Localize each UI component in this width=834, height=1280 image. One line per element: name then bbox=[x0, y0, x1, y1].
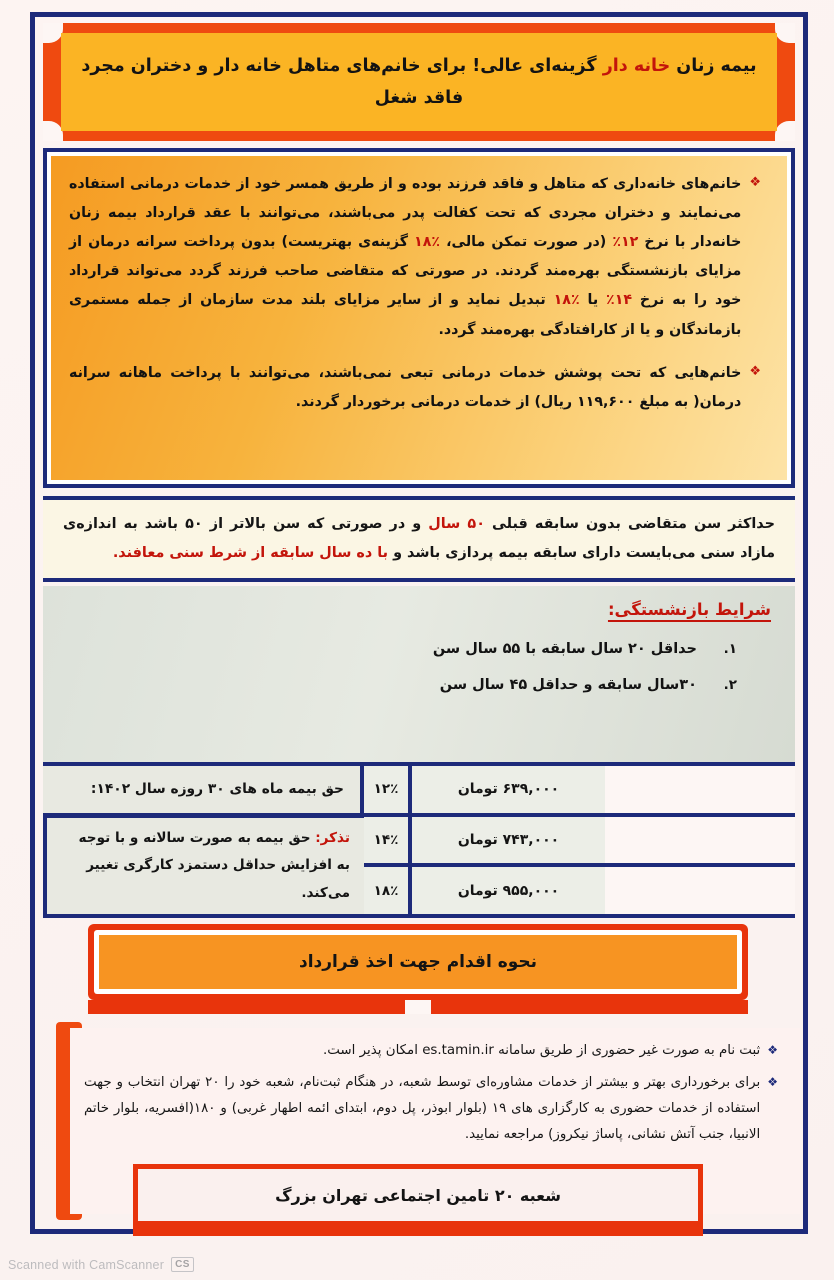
header-inner-plate bbox=[61, 33, 777, 131]
body-card-white-inset bbox=[47, 152, 791, 484]
plain-text: گزینه‌ی بهتریست) بدون پرداخت سرانه درمان از مزایای بازنشستگی بهره‌مند گردند. در صورتی که متقاضی صاحب فرزند گردد می‌تواند قرارداد خود را به نرخ bbox=[69, 234, 742, 309]
list-item bbox=[67, 677, 771, 693]
header-notch-top-left bbox=[43, 23, 63, 43]
body-card bbox=[51, 156, 787, 480]
table-cell-header-note: حق بیمه ماه های ۳۰ روزه سال ۱۴۰۲: bbox=[43, 766, 360, 813]
body-paragraph-2 bbox=[69, 359, 761, 417]
camscanner-badge-icon: CS bbox=[171, 1257, 194, 1272]
camscanner-watermark bbox=[8, 1257, 194, 1272]
table-cell-blank bbox=[605, 766, 795, 813]
table-cell-percent: ۱۴٪ bbox=[360, 817, 412, 864]
plain-text: خانم‌های خانه‌داری که متاهل و فاقد فرزند بوده و از طریق همسر خود از خدمات درمانی استفاده می‌نمایند و دختران مجردی که تحت کفالت پدر می‌باشند، می‌توانند با عقد قرارداد بیمه زنان خانه‌دار با نرخ bbox=[69, 176, 742, 251]
list-item bbox=[84, 1070, 778, 1148]
retirement-conditions-panel bbox=[43, 586, 795, 762]
plain-text: ثبت نام به صورت غیر حضوری از طریق سامانه bbox=[493, 1043, 761, 1058]
highlighted-text: ۵۰ سال bbox=[428, 516, 485, 533]
table-cell-amount: ۹۵۵,۰۰۰ تومان bbox=[412, 867, 605, 914]
highlighted-text: ٪۱۸ bbox=[553, 292, 580, 309]
body-paragraph-1-text bbox=[69, 170, 741, 345]
table-cell-percent: ۱۸٪ bbox=[360, 867, 412, 914]
camscanner-text: Scanned with CamScanner bbox=[8, 1257, 165, 1272]
plain-text: و در صورتی که سن بالاتر از ۵۰ باشد به اندازه‌ی مازاد سنی می‌بایست دارای سابقه بیمه پردازی باشد و bbox=[63, 516, 775, 561]
highlighted-text: ۱۴٪ bbox=[606, 292, 633, 309]
reminder-note-text bbox=[61, 825, 350, 907]
plain-text: (در صورت تمکن مالی، bbox=[440, 234, 613, 251]
plain-text: یا bbox=[579, 292, 607, 309]
plain-text: حداکثر سن متقاضی بدون سابقه قبلی bbox=[484, 516, 775, 533]
contract-banner-white-inset bbox=[94, 930, 742, 994]
header-notch-bottom-right bbox=[775, 121, 795, 141]
page-title bbox=[61, 50, 777, 115]
plain-text: امکان پذیر است. bbox=[323, 1043, 423, 1058]
table-row bbox=[43, 762, 795, 817]
highlighted-text: ۱۲٪ bbox=[612, 234, 639, 251]
plain-text: خانم‌هایی که تحت پوشش خدمات درمانی تبعی نمی‌باشند، می‌توانند با پرداخت ماهانه سرانه درمان( به مبلغ ۱۱۹,۶۰۰ ریال) از خدمات درمانی برخوردار گردند. bbox=[69, 364, 742, 410]
diamond-bullet-icon: ❖ bbox=[749, 363, 761, 379]
portal-url[interactable]: es.tamin.ir bbox=[422, 1043, 494, 1058]
retirement-heading: شرایط بازنشستگی: bbox=[607, 600, 771, 619]
age-limit-strip bbox=[43, 496, 795, 582]
plain-text: تبدیل نماید و از سایر مزایای بلند مدت سازمان از جمله مستمری بازماندگان و یا از کارافتادگی بهره‌مند گردد. bbox=[69, 292, 742, 338]
retirement-item-number: ۱. bbox=[723, 641, 737, 657]
list-item bbox=[67, 641, 771, 657]
retirement-item-label: ۳۰سال سابقه و حداقل ۴۵ سال سن bbox=[439, 677, 697, 693]
table-cell-blank bbox=[605, 867, 795, 914]
age-limit-text bbox=[63, 510, 775, 568]
plain-text: برای برخورداری بهتر و بیشتر از خدمات مشاوره‌ای توسط شعبه، در هنگام ثبت‌نام، شعبه خود را ۲۰ تهران انتخاب و جهت استفاده از خدمات حضوری به کارگزاری های ۱۹ (بلوار ابوذر، پل دوم، ابتدای ائمه اطهار غربی) و ۱۸۰(افسریه، بلوار خاتم الانبیا، جنب آتش نشانی، پاساژ نیکروز) مراجعه نمایید. bbox=[84, 1075, 761, 1143]
table-cell-amount: ۶۳۹,۰۰۰ تومان bbox=[412, 766, 605, 813]
list-item bbox=[84, 1038, 778, 1064]
contract-banner-foot bbox=[88, 1000, 748, 1014]
body-paragraph-1 bbox=[69, 170, 761, 345]
title-segment: بیمه زنان bbox=[670, 55, 757, 76]
registration-item-1-text bbox=[84, 1038, 760, 1064]
body-paragraph-2-text bbox=[69, 359, 741, 417]
table-cell-percent: ۱۲٪ bbox=[360, 766, 412, 813]
header-plate bbox=[43, 23, 795, 141]
reminder-body: حق بیمه به صورت سالانه و با توجه به افزایش حداقل دستمزد کارگری تغییر می‌کند. bbox=[78, 830, 350, 901]
diamond-bullet-icon: ❖ bbox=[749, 175, 761, 190]
registration-item-2-text bbox=[84, 1070, 760, 1148]
body-card-frame bbox=[43, 148, 795, 488]
contract-banner bbox=[88, 924, 748, 1000]
title-segment: گزینه‌ای عالی! برای خانم‌های متاهل خانه دار و دختران مجرد فاقد شغل bbox=[81, 55, 603, 108]
header-notch-bottom-left bbox=[43, 121, 63, 141]
contract-banner-label: نحوه اقدام جهت اخذ قرارداد bbox=[99, 935, 737, 989]
branch-banner bbox=[133, 1164, 703, 1226]
diamond-bullet-icon: ❖ bbox=[767, 1043, 778, 1057]
diamond-bullet-icon: ❖ bbox=[767, 1075, 778, 1090]
branch-banner-label: شعبه ۲۰ تامین اجتماعی تهران بزرگ bbox=[138, 1169, 698, 1221]
reminder-note bbox=[43, 814, 364, 918]
header-notch-top-right bbox=[775, 23, 795, 43]
table-cell-blank bbox=[605, 817, 795, 864]
highlighted-text: با ده سال سابقه از شرط سنی معافند. bbox=[112, 545, 389, 561]
retirement-item-label: حداقل ۲۰ سال سابقه با ۵۵ سال سن bbox=[432, 641, 697, 657]
reminder-label: تذکر: bbox=[315, 830, 350, 847]
highlighted-text: ٪۱۸ bbox=[414, 234, 441, 251]
table-cell-amount: ۷۴۳,۰۰۰ تومان bbox=[412, 817, 605, 864]
branch-banner-foot bbox=[133, 1226, 703, 1236]
retirement-item-number: ۲. bbox=[723, 677, 737, 693]
title-highlight: خانه دار bbox=[602, 55, 671, 76]
contract-banner-foot-gap bbox=[405, 1000, 431, 1014]
